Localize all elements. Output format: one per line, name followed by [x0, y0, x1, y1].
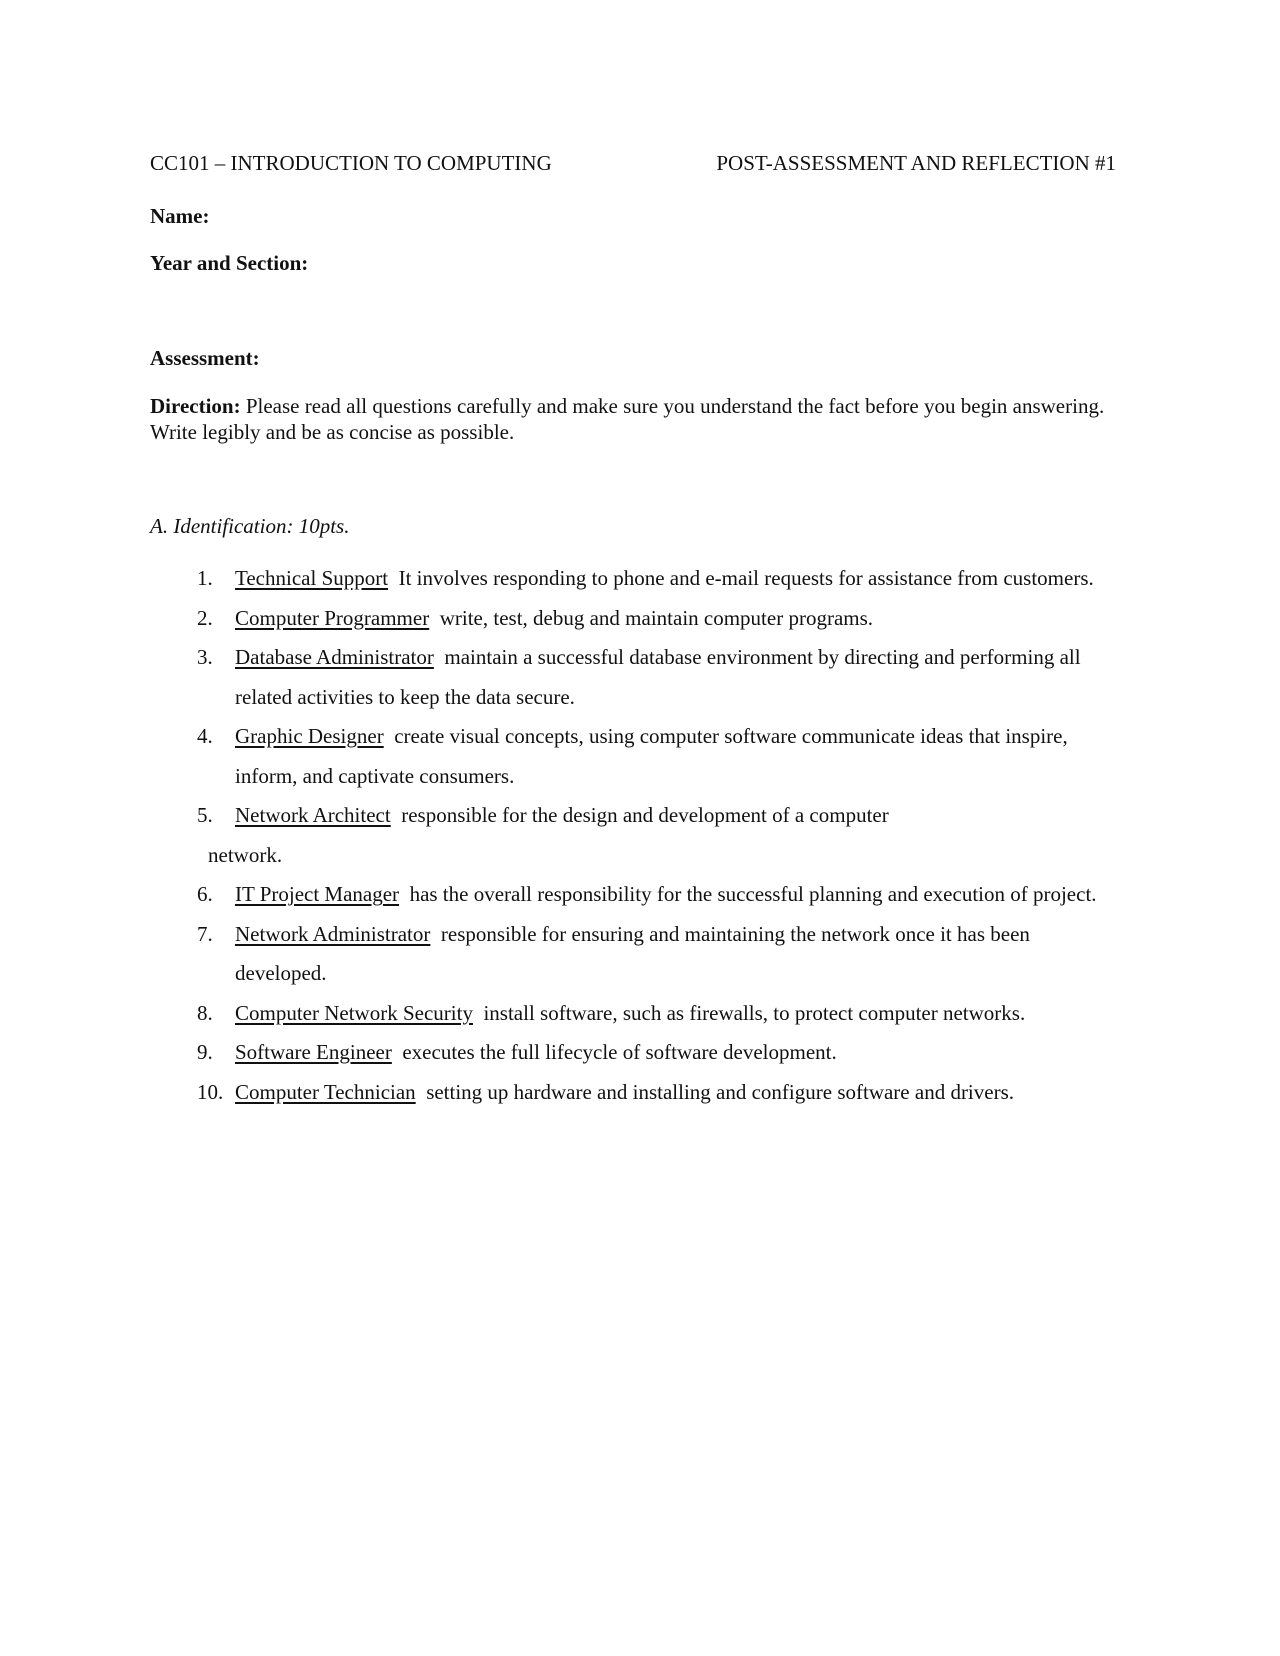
- item-answer: Software Engineer: [235, 1040, 392, 1064]
- item-description: responsible for the design and development of a computer: [390, 803, 889, 827]
- item-description: It involves responding to phone and e-mail requests for assistance from customers.: [388, 566, 1094, 590]
- name-label: Name:: [150, 204, 210, 228]
- list-item: [150, 559, 1116, 599]
- item-answer: IT Project Manager: [235, 882, 400, 906]
- document-header: [150, 151, 1116, 179]
- item-number: 9.: [197, 1040, 213, 1064]
- item-description: write, test, debug and maintain computer programs.: [429, 605, 874, 630]
- item-answer: Network Architect: [235, 803, 391, 827]
- list-item: [150, 638, 1116, 717]
- item-description: setting up hardware and installing and configure software and drivers.: [415, 1079, 1015, 1104]
- assessment-title: POST-ASSESSMENT AND REFLECTION #1: [716, 151, 1116, 175]
- item-answer: Network Administrator: [235, 921, 431, 946]
- item-number: 1.: [197, 566, 213, 590]
- item-description: has the overall responsibility for the successful planning and execution of project.: [399, 882, 1097, 906]
- item-description: install software, such as firewalls, to protect computer networks.: [472, 1000, 1026, 1025]
- list-item: [150, 915, 1116, 994]
- direction-label: Direction:: [150, 394, 241, 418]
- item-description: create visual concepts, using computer software communicate ideas that inspire, inform, and captivate consumers.: [235, 724, 1073, 788]
- course-title: CC101 – INTRODUCTION TO COMPUTING: [150, 151, 552, 175]
- item-number: 5.: [197, 803, 213, 827]
- item-number: 3.: [197, 645, 213, 669]
- item-number: 4.: [197, 724, 213, 748]
- item-description: executes the full lifecycle of software development.: [391, 1040, 837, 1064]
- list-item: [150, 875, 1116, 915]
- list-item: [150, 717, 1116, 796]
- item-number: 2.: [197, 605, 213, 630]
- item-number: 8.: [197, 1000, 213, 1025]
- list-item: [150, 1073, 1116, 1113]
- list-item: [150, 994, 1116, 1034]
- part-a-heading: A. Identification: 10pts.: [150, 514, 350, 538]
- direction-text: Please read all questions carefully and make sure you understand the fact before you begin answering. Write legibly and be as concise as possible.: [150, 394, 1105, 444]
- item-number: 10.: [197, 1079, 224, 1104]
- assessment-label: Assessment:: [150, 346, 260, 370]
- item-description: responsible for ensuring and maintaining the network once it has been developed.: [235, 921, 1036, 985]
- list-item: [150, 599, 1116, 639]
- item-description-continuation: network.: [208, 842, 283, 867]
- year-section-label: Year and Section:: [150, 251, 309, 275]
- item-description: maintain a successful database environment by directing and performing all related activities to keep the data secure.: [235, 645, 1086, 709]
- item-answer: Database Administrator: [235, 645, 434, 669]
- direction-paragraph: [150, 393, 1110, 445]
- item-answer: Computer Programmer: [235, 605, 430, 630]
- identification-list: [150, 559, 1116, 1112]
- list-item: [150, 1033, 1116, 1073]
- item-answer: Graphic Designer: [235, 724, 384, 748]
- list-item: [150, 796, 1116, 875]
- item-answer: Computer Technician: [235, 1079, 416, 1104]
- item-answer: Technical Support: [235, 566, 389, 590]
- item-answer: Computer Network Security: [235, 1000, 473, 1025]
- item-number: 6.: [197, 882, 213, 906]
- item-number: 7.: [197, 921, 213, 946]
